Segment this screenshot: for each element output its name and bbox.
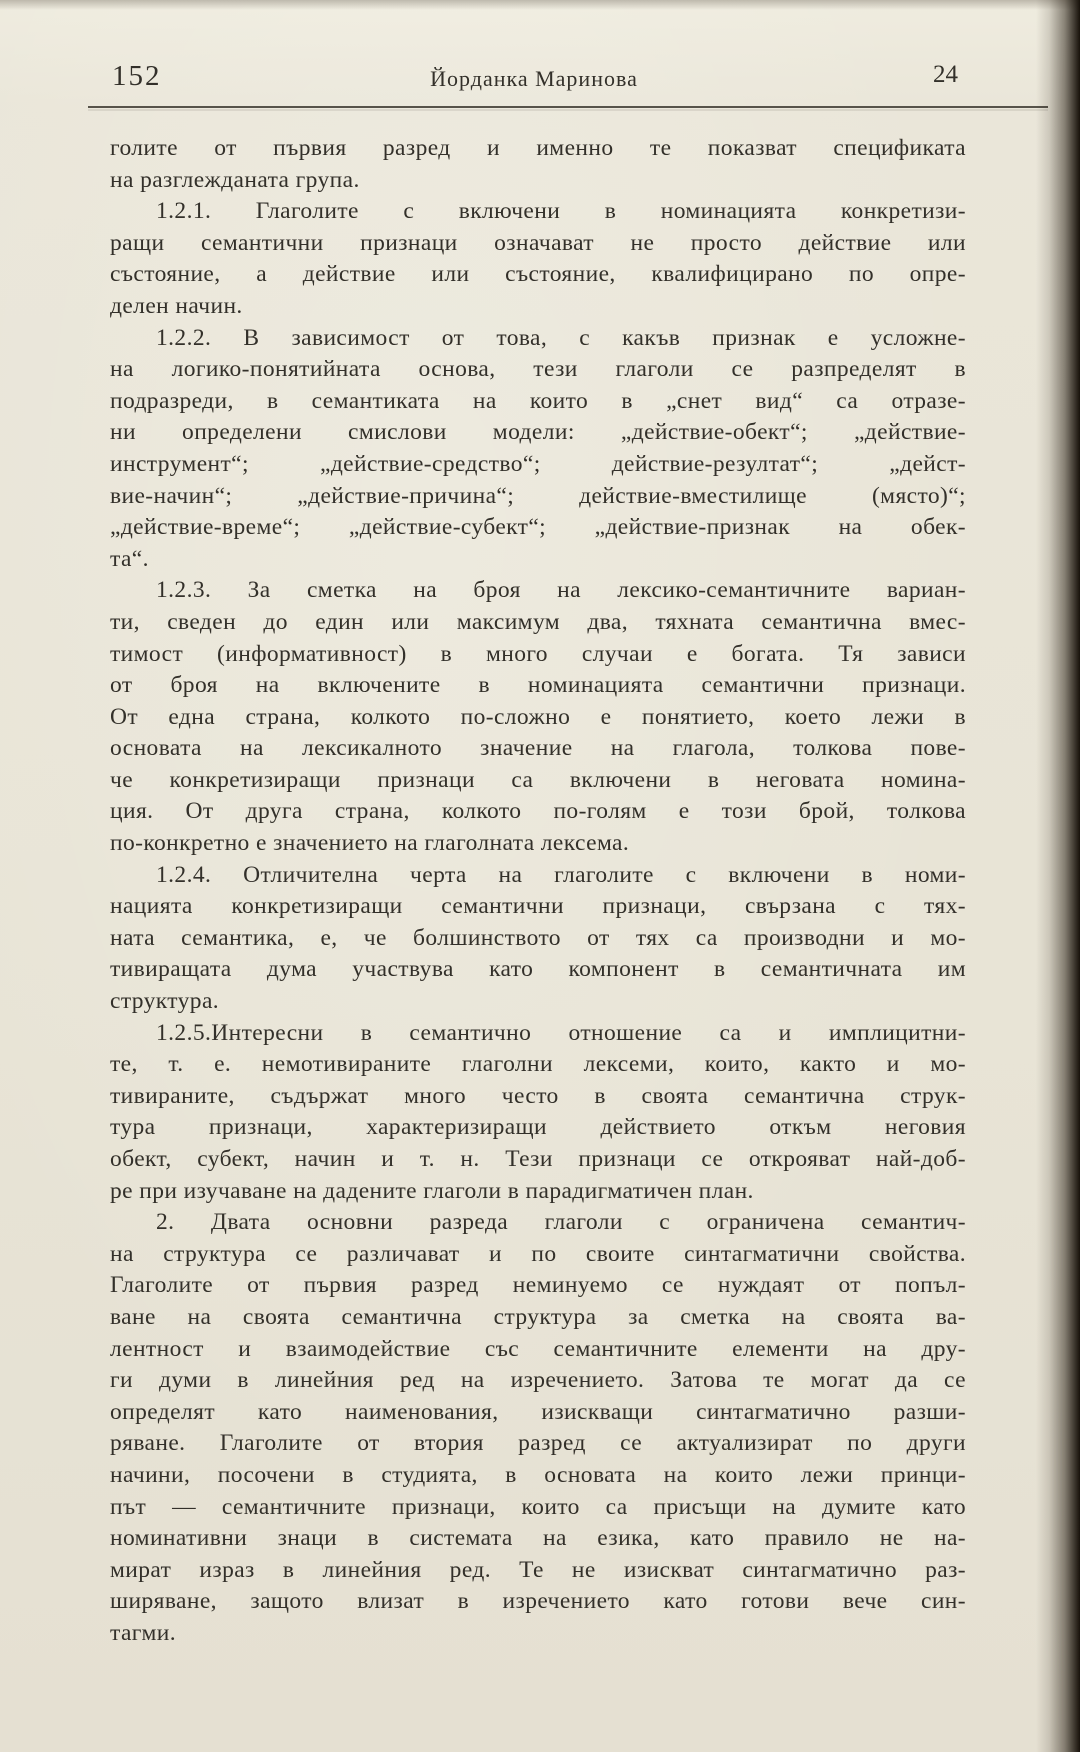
text-line: на разглежданата група. [110,166,360,193]
text-line: тивираните, съдържат много често в своята семантична струк- [110,1082,966,1109]
paragraph [110,196,966,322]
text-line: ни определени смислови модели: „действие-обект“; „действие- [110,419,966,446]
text-line: мират израз в линейния ред. Те не изискват синтагматично раз- [110,1556,966,1583]
page-header [110,60,958,104]
running-title: Йорданка Маринова [430,66,638,91]
text-line: та“. [110,545,149,572]
text-line: Глаголите от първия разред неминуемо се нуждаят от попъл- [110,1272,966,1299]
text-line: основата на лексикалното значение на глагола, толкова пове- [110,735,966,762]
text-line: структура. [110,988,220,1015]
text-line: вие-начин“; „действие-причина“; действие-вместилище (място)“; [110,482,966,509]
text-line: „действие-време“; „действие-субект“; „действие-признак на обек- [110,514,966,541]
text-line: подразреди, в семантиката на които в „снет вид“ са отразе- [110,387,966,414]
text-line: ги думи в линейния ред на изречението. Затова те могат да се [110,1367,966,1394]
text-line: От една страна, колкото по-сложно е понятието, което лежи в [110,703,966,730]
text-line: път — семантичните признаци, които са присъщи на думите като [110,1493,966,1520]
text-line: те, т. е. немотивираните глаголни лексеми, които, както и мо- [110,1051,966,1078]
page-body [110,133,966,1650]
text-line: ращи семантични признаци означават не просто действие или [110,229,966,256]
text-line: ване на своята семантична структура за сметка на своята ва- [110,1303,966,1330]
text-line: ната семантика, е, че болшинството от тях са производни и мо- [110,924,966,951]
text-line: на логико-понятийната основа, тези глаголи се разпределят в [110,356,966,383]
text-line: ре при изучаване на дадените глаголи в парадигматичен план. [110,1177,754,1204]
page-number: 152 [112,60,162,92]
header-rule [88,106,1048,108]
text-line: нацията конкретизиращи семантични признаци, свързана с тях- [110,893,966,920]
text-line: 1.2.5.Интересни в семантично отношение са и имплицитни- [156,1019,966,1046]
paragraph [110,1018,966,1208]
text-line: че конкретизиращи признаци са включени в неговата номина- [110,766,966,793]
text-line: номинативни знаци в системата на езика, като правило не на- [110,1525,966,1552]
text-line: ти, сведен до един или максимум два, тяхната семантична вмес- [110,608,966,635]
text-line: 2. Двата основни разреда глаголи с ограничена семантич- [156,1209,966,1236]
text-line: по-конкретно е значението на глаголната лексема. [110,830,630,857]
top-edge-shade [0,0,1080,10]
text-line: 1.2.4. Отличителна черта на глаголите с включени в номи- [156,861,966,888]
text-line: инструмент“; „действие-средство“; действие-резултат“; „дейст- [110,450,966,477]
paragraph [110,323,966,576]
text-line: 1.2.3. За сметка на броя на лексико-семантичните вариан- [156,577,966,604]
paragraph [110,575,966,859]
text-line: тивиращата дума участвува като компонент в семантичната им [110,956,966,983]
text-line: ция. От друга страна, колкото по-голям е този брой, толкова [110,798,966,825]
text-line: от броя на включените в номинацията семантични признаци. [110,672,966,699]
text-line: състояние, а действие или състояние, квалифицирано по опре- [110,261,966,288]
header-right-number: 24 [933,61,958,88]
paragraph [110,1207,966,1649]
text-line: 1.2.2. В зависимост от това, с какъв признак е усложне- [156,324,966,351]
text-line: начини, посочени в студията, в основата на които лежи принци- [110,1461,966,1488]
text-line: делен начин. [110,292,243,319]
paragraph [110,133,966,196]
paragraph [110,860,966,1018]
text-line: 1.2.1. Глаголите с включени в номинацията конкретизи- [156,198,966,225]
text-line: тура признаци, характеризиращи действието откъм неговия [110,1114,966,1141]
text-line: тимост (информативност) в много случаи е богата. Тя зависи [110,640,966,667]
text-line: тагми. [110,1619,177,1646]
text-line: ряване. Глаголите от втория разред се актуализират по други [110,1430,966,1457]
text-line: ширяване, защото влизат в изречението като готови вече син- [110,1588,966,1615]
text-line: определят като наименования, изискващи синтагматично разши- [110,1398,966,1425]
text-line: голите от първия разред и именно те показват спецификата [110,135,966,161]
text-line: обект, субект, начин и т. н. Тези признаци се открояват най-доб- [110,1146,966,1172]
text-line: на структура се различават и по своите синтагматични свойства. [110,1240,966,1267]
book-gutter-shadow [1036,0,1080,1752]
text-line: лентност и взаимодействие със семантичните елементи на дру- [110,1335,966,1362]
